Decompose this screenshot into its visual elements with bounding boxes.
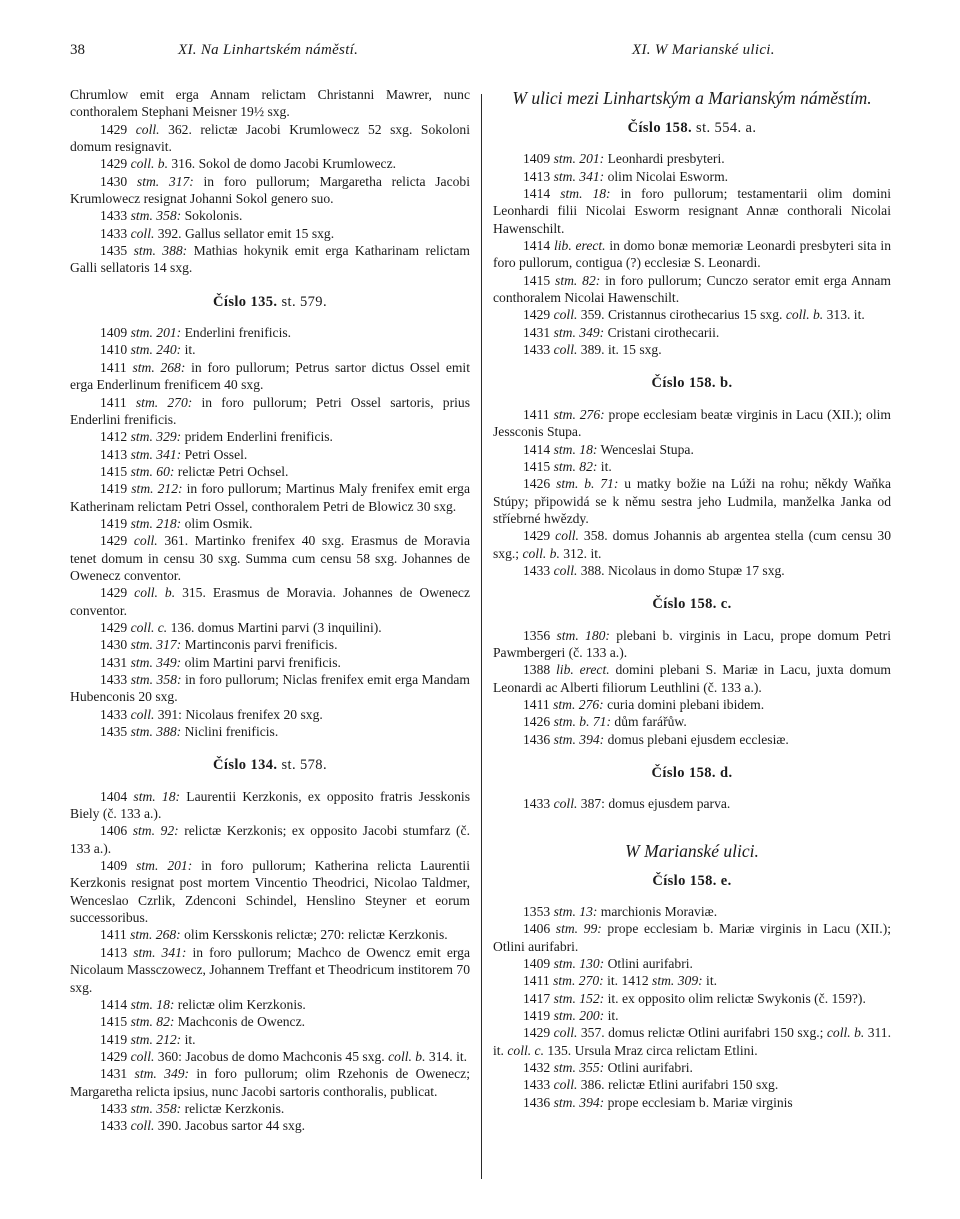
- entry-paragraph: 1429 coll. 357. domus relictæ Otlini aurifabri 150 sxg.; coll. b. 311. it. coll. c. 135. Ursula Mraz circa relictam Etlini.: [493, 1025, 891, 1058]
- entry-paragraph: 1411 stm. 276: curia domini plebani ibidem.: [523, 696, 765, 712]
- entry-paragraph: 1419 stm. 212: it.: [100, 1031, 196, 1047]
- street-heading: W ulici mezi Linhartským a Marianským náměstím.: [512, 88, 872, 108]
- section-suffix: st. 554. a.: [696, 120, 757, 136]
- left-running-head: XI. Na Linhartském náměstí.: [178, 42, 359, 58]
- entry-paragraph: 1432 stm. 355: Otlini aurifabri.: [523, 1060, 693, 1076]
- section-heading-158c: Číslo 158. c.: [652, 596, 732, 613]
- entry-paragraph: 1404 stm. 18: Laurentii Kerzkonis, ex opposito fratris Jesskonis Biely (č. 133 a.).: [70, 788, 470, 822]
- entry-paragraph: 1430 stm. 317: in foro pullorum; Margaretha relicta Jacobi Krumlowecz resignat Johanni Sokol genero suo.: [70, 173, 470, 207]
- entry-paragraph: 1429 coll. 358. domus Johannis ab argentea stella (cum censu 30 sxg.; coll. b. 312. it.: [493, 528, 891, 561]
- entry-paragraph: 1415 stm. 82: in foro pullorum; Cunczo serator emit erga Annam conthoralem Nicolai Hawenschilt.: [493, 272, 891, 306]
- section-134-entries: [70, 788, 470, 1135]
- entry-paragraph: 1412 stm. 329: pridem Enderlini frenificis.: [100, 429, 333, 445]
- entry-paragraph: 1356 stm. 180: plebani b. virginis in Lacu, prope domum Petri Pawmbergeri (č. 133 a.).: [493, 627, 891, 660]
- entry-paragraph: 1429 coll. 361. Martinko frenifex 40 sxg. Erasmus de Moravia tenet domum in censu 30 sxg. Summa cum censu 58 sxg. Johannes de Owenecz conventor.: [70, 533, 470, 583]
- entry-paragraph: 1388 lib. erect. domini plebani S. Mariæ in Lacu, juxta domum Leonardi ac Alberti filiorum Leuthlini (č. 133 a.).: [493, 662, 891, 695]
- intro-entries: [70, 86, 470, 277]
- section-158a-entries: [493, 150, 891, 358]
- entry-paragraph: 1429 coll. 359. Cristannus cirothecarius 15 sxg. coll. b. 313. it.: [523, 307, 865, 323]
- entry-paragraph: 1433 stm. 358: Sokolonis.: [100, 208, 243, 224]
- page-number: 38: [70, 42, 85, 58]
- entry-paragraph: 1406 stm. 92: relictæ Kerzkonis; ex opposito Jacobi stumfarz (č. 133 a.).: [70, 823, 470, 856]
- entry-paragraph: 1435 stm. 388: Mathias hokynik emit erga Katharinam relictam Galli sellatoris 14 sxg.: [70, 243, 470, 276]
- entry-paragraph: 1411 stm. 268: olim Kersskonis relictæ; 270: relictæ Kerzkonis.: [100, 927, 448, 943]
- entry-paragraph: 1419 stm. 200: it.: [523, 1008, 619, 1024]
- entry-paragraph: 1433 stm. 358: relictæ Kerzkonis.: [100, 1100, 285, 1116]
- entry-paragraph: 1431 stm. 349: olim Martini parvi frenificis.: [100, 654, 341, 670]
- entry-paragraph: 1433 coll. 386. relictæ Etlini aurifabri 150 sxg.: [523, 1077, 779, 1093]
- entry-paragraph: 1415 stm. 82: it.: [523, 458, 612, 474]
- section-number: Číslo 158.: [627, 120, 692, 136]
- entry-paragraph: 1414 stm. 18: relictæ olim Kerzkonis.: [100, 996, 306, 1012]
- section-158c-entries: [493, 627, 891, 748]
- section-heading-158b: Číslo 158. b.: [651, 375, 733, 392]
- entry-paragraph: 1409 stm. 201: Enderlini frenificis.: [100, 325, 292, 341]
- entry-paragraph: 1429 coll. 360: Jacobus de domo Machconis 45 sxg. coll. b. 314. it.: [100, 1048, 468, 1064]
- entry-paragraph: 1409 stm. 130: Otlini aurifabri.: [523, 956, 693, 972]
- entry-paragraph: 1419 stm. 212: in foro pullorum; Martinus Maly frenifex emit erga Katherinam relictam Petri Ossel, conthoralem Petri de Blowicz 30 sxg.: [70, 481, 470, 514]
- entry-paragraph: 1433 coll. 388. Nicolaus in domo Stupæ 17 sxg.: [523, 562, 785, 578]
- section-number: Číslo 134.: [213, 757, 278, 774]
- section-suffix: st. 579.: [281, 293, 327, 310]
- entry-paragraph: 1431 stm. 349: in foro pullorum; olim Rzehonis de Owenecz; Margaretha relicta ipsius, nunc Jacobi sartoris conthoralis, publicat.: [70, 1066, 470, 1099]
- entry-paragraph: 1406 stm. 99: prope ecclesiam b. Mariæ virginis in Lacu (XII.); Otlini aurifabri.: [493, 921, 891, 954]
- entry-paragraph: 1411 stm. 268: in foro pullorum; Petrus sartor dictus Ossel emit erga Enderlinum frenificem 40 sxg.: [70, 359, 470, 393]
- entry-paragraph: 1429 coll. c. 136. domus Martini parvi (3 inquilini).: [100, 619, 382, 635]
- running-header: [70, 42, 890, 64]
- entry-paragraph: 1413 stm. 341: Petri Ossel.: [100, 446, 248, 462]
- entry-paragraph: 1435 stm. 388: Niclini frenificis.: [100, 724, 279, 740]
- entry-paragraph: 1433 coll. 389. it. 15 sxg.: [523, 342, 662, 358]
- entry-paragraph: 1426 stm. b. 71: dům farářůw.: [523, 714, 687, 730]
- section-158b-entries: [493, 406, 891, 579]
- entry-paragraph: 1414 lib. erect. in domo bonæ memoriæ Leonardi presbyteri sita in foro pullorum, contigua (?) ecclesiæ S. Leonardi.: [493, 238, 891, 271]
- right-running-head: XI. W Marianské ulici.: [632, 42, 775, 58]
- entry-paragraph: 1411 stm. 276: prope ecclesiam beatæ virginis in Lacu (XII.); olim Jessconis Stupa.: [493, 406, 891, 440]
- entry-paragraph: 1430 stm. 317: Martinconis parvi frenificis.: [100, 637, 338, 653]
- section-135-entries: [70, 324, 470, 740]
- section-158d-entries: [493, 795, 891, 812]
- section-heading-134: [70, 757, 470, 774]
- entry-paragraph: 1409 stm. 201: Leonhardi presbyteri.: [523, 151, 725, 167]
- section-heading-158e: Číslo 158. e.: [652, 872, 732, 889]
- entry-paragraph: 1431 stm. 349: Cristani cirothecarii.: [523, 324, 720, 340]
- right-column: [493, 86, 891, 1111]
- left-column: [70, 86, 470, 1135]
- entry-paragraph: 1433 coll. 387: domus ejusdem parva.: [523, 796, 731, 812]
- entry-paragraph: 1429 coll. b. 316. Sokol de domo Jacobi Krumlowecz.: [100, 156, 397, 172]
- entry-paragraph: 1415 stm. 82: Machconis de Owencz.: [100, 1014, 306, 1030]
- section-suffix: st. 578.: [281, 757, 327, 774]
- column-divider: [481, 94, 482, 1179]
- entry-paragraph: 1414 stm. 18: Wenceslai Stupa.: [523, 441, 694, 457]
- entry-paragraph: 1433 coll. 392. Gallus sellator emit 15 sxg.: [100, 225, 335, 241]
- entry-paragraph: 1426 stm. b. 71: u matky božie na Lúži na rohu; někdy Waňka Stúpy; připowidá se k němu sestra jeho Ludmila, manželka Janka od stříebrné hwězdy.: [493, 476, 891, 526]
- entry-paragraph: 1417 stm. 152: it. ex opposito olim relictæ Swykonis (č. 159?).: [523, 990, 866, 1006]
- entry-paragraph: 1413 stm. 341: in foro pullorum; Machco de Owencz emit erga Nicolaum Massczowecz, Johannem Treffant et Theodricum institorem 70 sxg.: [70, 944, 470, 995]
- street-heading: W Marianské ulici.: [625, 840, 759, 861]
- entry-paragraph: Chrumlow emit erga Annam relictam Christanni Mawrer, nunc conthoralem Stephani Meisner 19½ sxg.: [70, 87, 470, 120]
- section-158e-entries: [493, 903, 891, 1111]
- entry-paragraph: 1429 coll. b. 315. Erasmus de Moravia. Johannes de Owenecz conventor.: [70, 585, 470, 618]
- entry-paragraph: 1415 stm. 60: relictæ Petri Ochsel.: [100, 463, 289, 479]
- entry-paragraph: 1436 stm. 394: domus plebani ejusdem ecclesiæ.: [523, 731, 789, 747]
- entry-paragraph: 1419 stm. 218: olim Osmik.: [100, 515, 253, 531]
- entry-paragraph: 1353 stm. 13: marchionis Moraviæ.: [523, 904, 718, 920]
- entry-paragraph: 1433 coll. 390. Jacobus sartor 44 sxg.: [100, 1118, 306, 1134]
- entry-paragraph: 1409 stm. 201: in foro pullorum; Katherina relicta Laurentii Kerzkonis resignat post mortem Vincentio Theodrici, Nicolao Taldmer, Wenceslao Czrlik, Zdenconi Schindel, Henslino Steyner et eorum successoribus.: [70, 858, 470, 926]
- section-number: Číslo 135.: [213, 293, 278, 310]
- entry-paragraph: 1413 stm. 341: olim Nicolai Esworm.: [523, 168, 729, 184]
- entry-paragraph: 1433 stm. 358: in foro pullorum; Niclas frenifex emit erga Mandam Hubenconis 20 sxg.: [70, 672, 470, 705]
- entry-paragraph: 1433 coll. 391: Nicolaus frenifex 20 sxg.: [100, 706, 323, 722]
- entry-paragraph: 1429 coll. 362. relictæ Jacobi Krumlowecz 52 sxg. Sokoloni domum resignavit.: [70, 121, 470, 155]
- entry-paragraph: 1411 stm. 270: it. 1412 stm. 309: it.: [523, 973, 718, 989]
- entry-paragraph: 1436 stm. 394: prope ecclesiam b. Mariæ virginis: [523, 1094, 793, 1110]
- entry-paragraph: 1414 stm. 18: in foro pullorum; testamentarii olim domini Leonhardi filii Nicolai Esworm resignant Annæ conthorali Nicolai Hawenschilt.: [493, 186, 891, 236]
- section-heading-158a: [493, 120, 891, 137]
- section-heading-135: [70, 294, 470, 311]
- entry-paragraph: 1410 stm. 240: it.: [100, 342, 196, 358]
- entry-paragraph: 1411 stm. 270: in foro pullorum; Petri Ossel sartoris, prius Enderlini frenificis.: [70, 394, 470, 427]
- section-heading-158d: Číslo 158. d.: [651, 765, 733, 781]
